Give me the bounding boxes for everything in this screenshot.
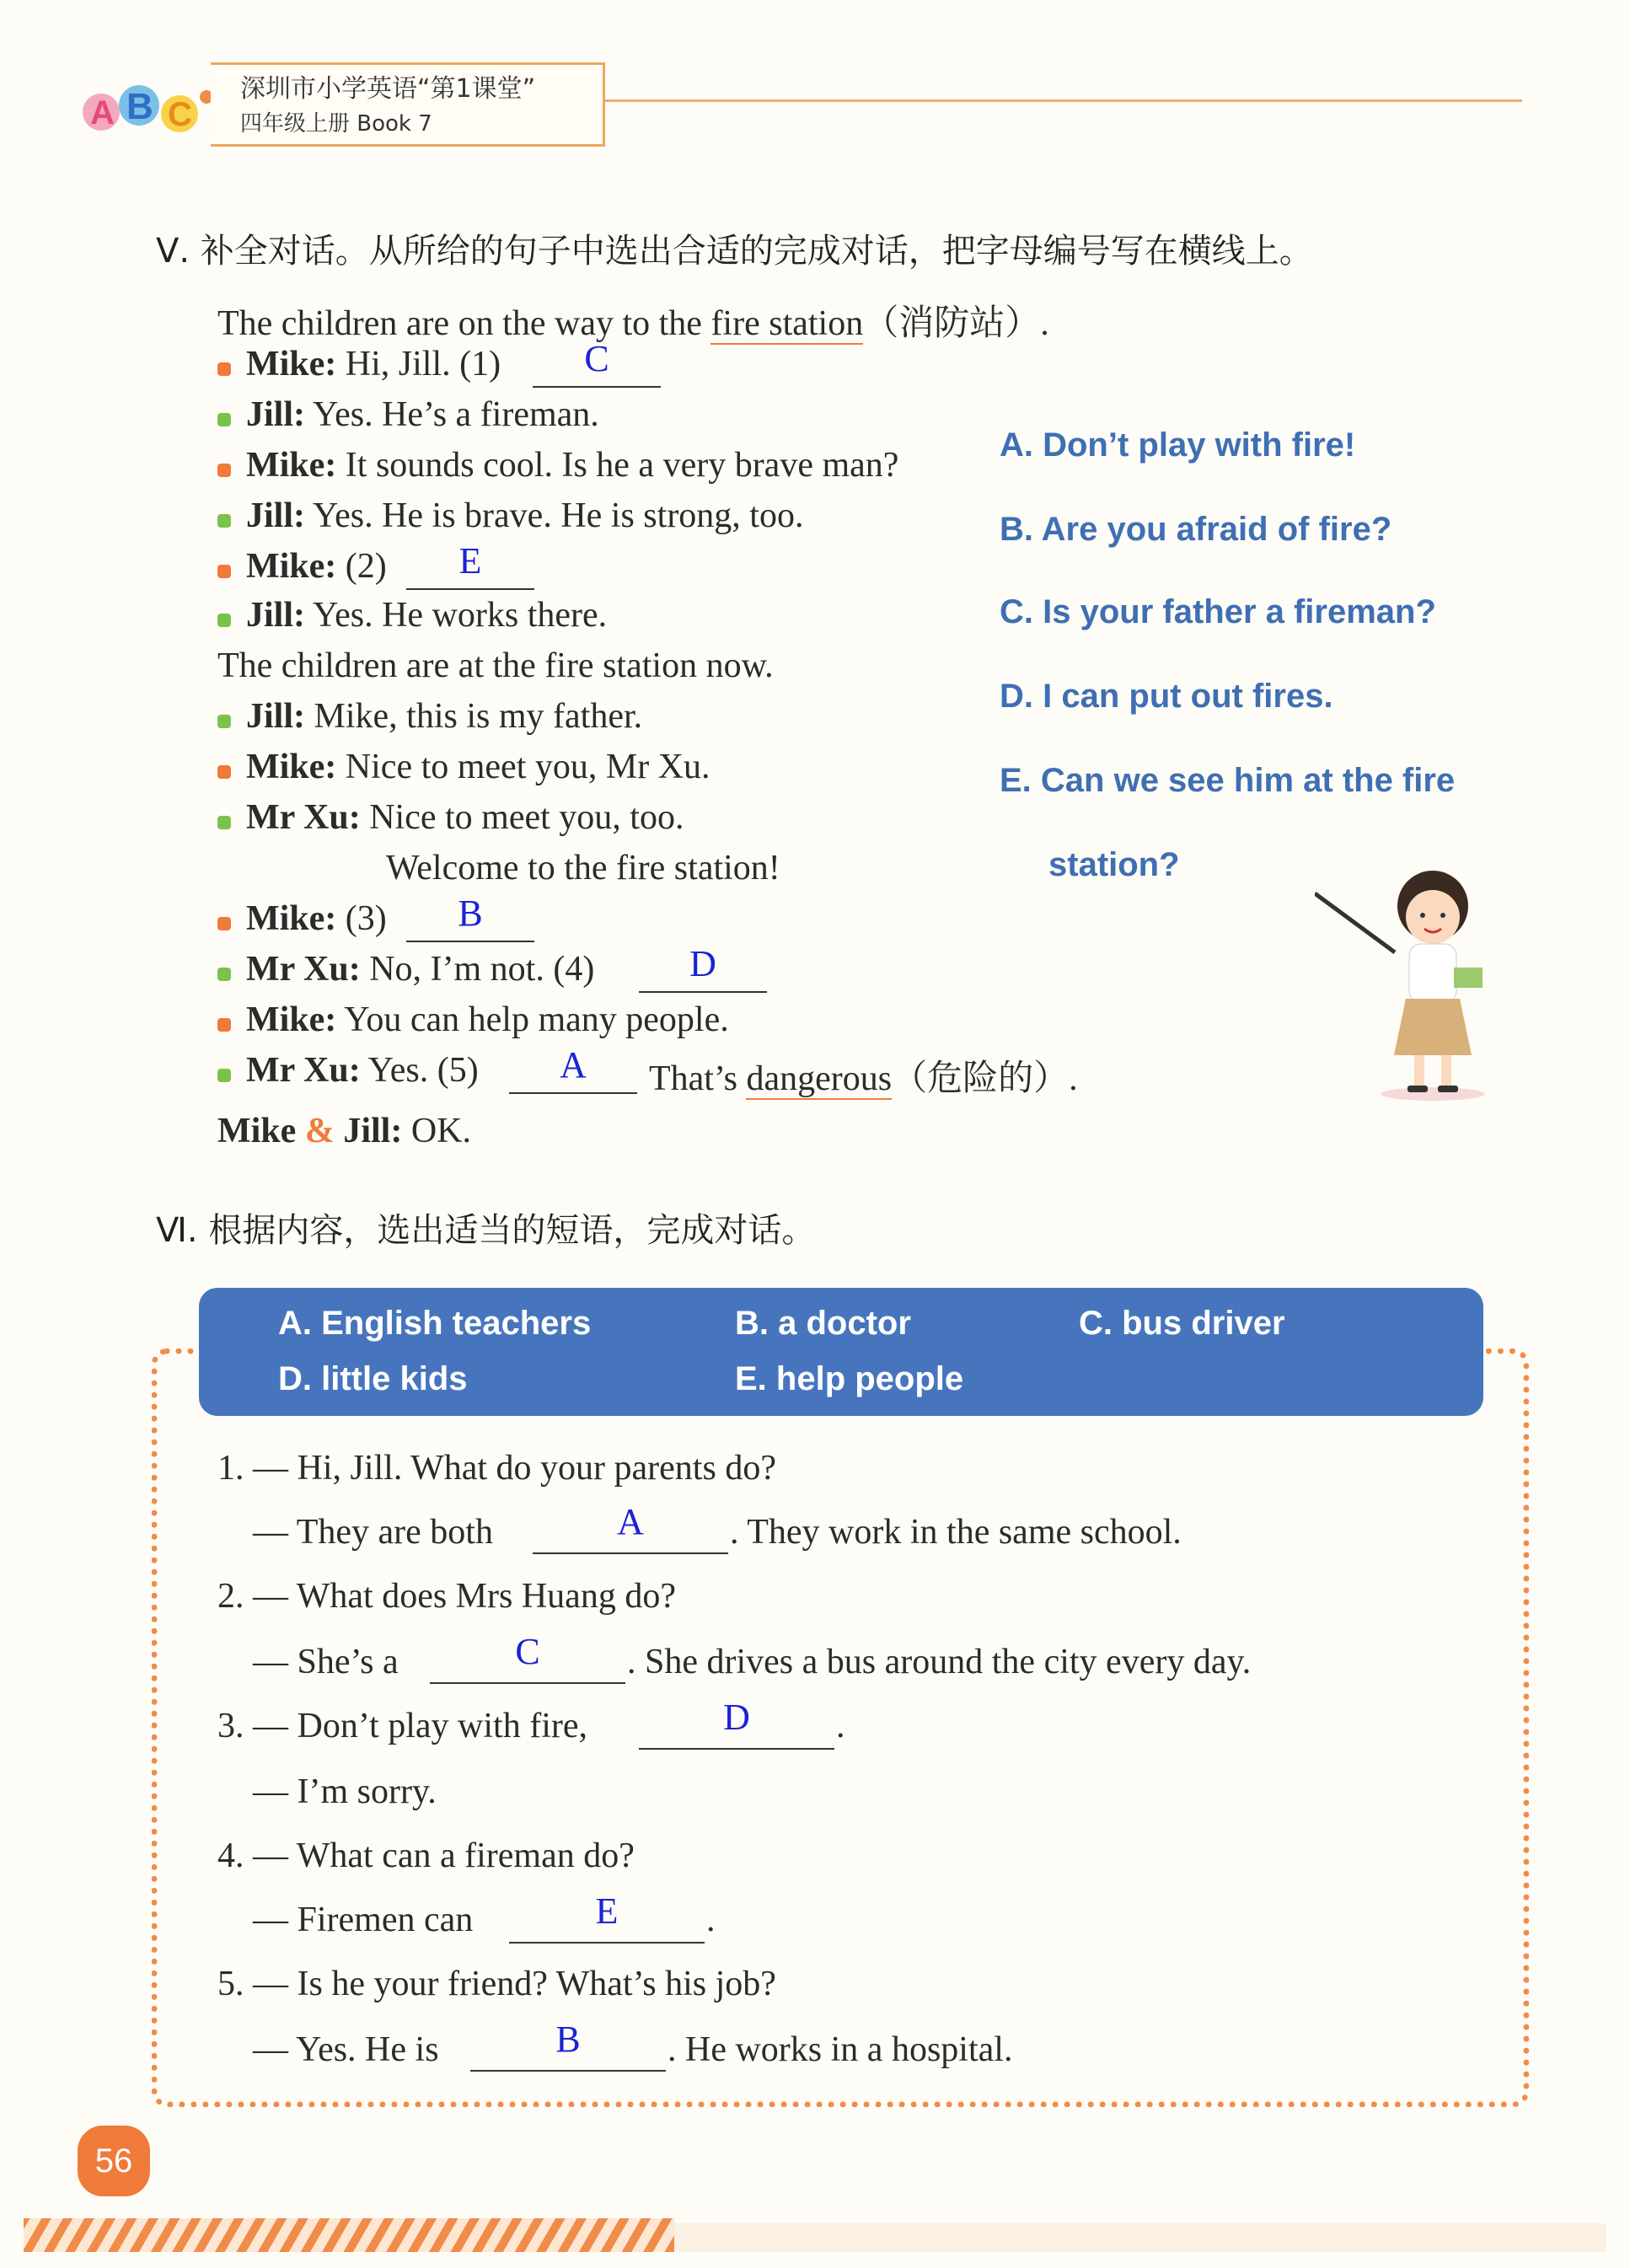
dialogue-text: Yes. (5) bbox=[367, 1051, 479, 1090]
page-number: 56 bbox=[78, 2126, 150, 2196]
speaker: Mike: bbox=[246, 899, 337, 938]
dialogue-text: Nice to meet you, Mr Xu. bbox=[345, 748, 710, 786]
dialogue-line bbox=[246, 344, 501, 384]
abc-logo bbox=[80, 72, 232, 147]
intro-term: fire station bbox=[710, 304, 864, 343]
dialogue-continuation: Welcome to the fire station! bbox=[386, 849, 780, 887]
answer-text: A bbox=[560, 1044, 587, 1086]
header-subtitle: 四年级上册 Book 7 bbox=[240, 111, 432, 137]
question: 4. — What can a fireman do? bbox=[217, 1836, 635, 1875]
answer-line-start: — Yes. He is bbox=[253, 2030, 439, 2069]
question-end: . bbox=[836, 1707, 845, 1745]
bullet-green-icon bbox=[217, 715, 231, 728]
answer-text: D bbox=[689, 943, 716, 984]
speaker: Jill: bbox=[246, 596, 305, 635]
panel-option-a: A. English teachers bbox=[278, 1305, 592, 1342]
bullet-green-icon bbox=[217, 413, 231, 426]
question: 5. — Is he your friend? What’s his job? bbox=[217, 1965, 776, 2003]
dialogue-text: (2) bbox=[345, 547, 387, 586]
speaker: Mr Xu: bbox=[246, 950, 361, 989]
speaker: Mike: bbox=[246, 748, 337, 786]
term-gloss: （危险的）. bbox=[892, 1059, 1078, 1098]
dialogue-text: Nice to meet you, too. bbox=[369, 798, 684, 837]
answer-line-end: . She drives a bus around the city every day. bbox=[627, 1643, 1252, 1681]
answer-line-start: — I’m sorry. bbox=[253, 1772, 437, 1811]
speaker: Jill: bbox=[246, 697, 305, 736]
dialogue-text: No, I’m not. (4) bbox=[369, 950, 595, 989]
dialogue-line-end bbox=[649, 1050, 1078, 1101]
question: 3. — Don’t play with fire, bbox=[217, 1707, 587, 1745]
dialogue-line bbox=[246, 546, 387, 587]
answer-line-end: . They work in the same school. bbox=[730, 1513, 1182, 1552]
answer-text: D bbox=[723, 1697, 750, 1738]
dialogue-line bbox=[246, 696, 642, 737]
speaker: Mike bbox=[217, 1112, 297, 1150]
answer-line-start: — They are both bbox=[253, 1513, 493, 1552]
dialogue-text: (3) bbox=[345, 899, 387, 938]
answer-line-end: . He works in a hospital. bbox=[668, 2030, 1013, 2069]
speaker: Mike: bbox=[246, 446, 337, 485]
bullet-green-icon bbox=[217, 968, 231, 981]
panel-option-d: D. little kids bbox=[278, 1360, 468, 1397]
section-5-heading: Ⅴ. 补全对话。从所给的句子中选出合适的完成对话，把字母编号写在横线上。 bbox=[156, 232, 1313, 271]
header-divider bbox=[605, 99, 1522, 102]
dialogue-line bbox=[246, 1000, 729, 1040]
option-e-continued: station? bbox=[1048, 846, 1180, 883]
answer-text: B bbox=[458, 893, 483, 934]
answer-text: E bbox=[595, 1890, 619, 1932]
dialogue-line bbox=[246, 496, 803, 536]
bullet-green-icon bbox=[217, 614, 231, 627]
footer-bar bbox=[674, 2223, 1606, 2252]
speaker: Mike: bbox=[246, 547, 337, 586]
intro-text: The children are on the way to the bbox=[217, 304, 711, 343]
dialogue-term: dangerous bbox=[746, 1059, 893, 1098]
narration: The children are at the fire station now. bbox=[217, 646, 774, 685]
options-panel bbox=[199, 1288, 1483, 1416]
question: 2. — What does Mrs Huang do? bbox=[217, 1577, 676, 1616]
dialogue-text: Yes. He’s a fireman. bbox=[312, 395, 599, 434]
bullet-orange-icon bbox=[217, 765, 231, 779]
speaker: Jill: bbox=[246, 496, 305, 535]
dialogue-line bbox=[246, 747, 710, 787]
dialogue-line bbox=[246, 445, 898, 485]
bullet-orange-icon bbox=[217, 565, 231, 578]
speaker: Mike: bbox=[246, 1000, 337, 1039]
dialogue-text: Hi, Jill. (1) bbox=[345, 345, 501, 383]
dialogue-text: That’s bbox=[649, 1059, 747, 1098]
answer-text: A bbox=[617, 1501, 644, 1542]
answer-line-start: — Firemen can bbox=[253, 1901, 474, 1939]
dialogue-line bbox=[246, 394, 599, 435]
speaker: Jill: bbox=[246, 395, 305, 434]
intro-gloss: （消防站）. bbox=[863, 304, 1049, 343]
speaker: Mr Xu: bbox=[246, 798, 361, 837]
footer-stripe bbox=[24, 2218, 674, 2252]
answer-line-end: . bbox=[706, 1901, 716, 1939]
bullet-orange-icon bbox=[217, 917, 231, 930]
header-title: 深圳市小学英语“第1课堂” bbox=[240, 74, 536, 104]
answer-text: C bbox=[584, 338, 609, 379]
dialogue-text: You can help many people. bbox=[344, 1000, 729, 1039]
dialogue-text: OK. bbox=[410, 1112, 471, 1150]
bullet-green-icon bbox=[217, 816, 231, 829]
option-c: C. Is your father a fireman? bbox=[1000, 593, 1436, 630]
bullet-orange-icon bbox=[217, 464, 231, 477]
answer-line-start: — She’s a bbox=[253, 1643, 399, 1681]
ampersand: & bbox=[304, 1112, 335, 1150]
dialogue-line bbox=[246, 595, 607, 635]
dialogue-line bbox=[246, 1050, 479, 1091]
speaker: Mike: bbox=[246, 345, 337, 383]
option-e: E. Can we see him at the fire bbox=[1000, 762, 1456, 799]
svg-text:C: C bbox=[168, 96, 192, 133]
bullet-green-icon bbox=[217, 1069, 231, 1082]
panel-option-e: E. help people bbox=[735, 1360, 964, 1397]
question: 1. — Hi, Jill. What do your parents do? bbox=[217, 1449, 776, 1488]
svg-text:A: A bbox=[90, 94, 115, 131]
speaker: Mr Xu: bbox=[246, 1051, 361, 1090]
answer-text: C bbox=[515, 1631, 540, 1672]
teacher-illustration bbox=[1315, 860, 1509, 1104]
bullet-orange-icon bbox=[217, 1018, 231, 1032]
speaker: Jill: bbox=[343, 1112, 403, 1150]
bullet-orange-icon bbox=[217, 362, 231, 376]
dialogue-text: It sounds cool. Is he a very brave man? bbox=[345, 446, 899, 485]
option-b: B. Are you afraid of fire? bbox=[1000, 511, 1392, 548]
answer-text: E bbox=[458, 540, 482, 582]
dialogue-line bbox=[246, 797, 684, 838]
svg-text:B: B bbox=[126, 86, 153, 127]
option-a: A. Don’t play with fire! bbox=[1000, 426, 1356, 464]
closing-line bbox=[217, 1111, 471, 1151]
panel-option-c: C. bus driver bbox=[1079, 1305, 1285, 1342]
dialogue-text: Yes. He works there. bbox=[312, 596, 608, 635]
dialogue-text: Mike, this is my father. bbox=[314, 697, 643, 736]
panel-option-b: B. a doctor bbox=[735, 1305, 911, 1342]
dialogue-line bbox=[246, 898, 387, 939]
answer-text: B bbox=[555, 2019, 581, 2060]
bullet-green-icon bbox=[217, 514, 231, 528]
option-d: D. I can put out fires. bbox=[1000, 678, 1333, 715]
dialogue-text: Yes. He is brave. He is strong, too. bbox=[312, 496, 804, 535]
dialogue-line bbox=[246, 949, 594, 989]
section-6-heading: Ⅵ. 根据内容，选出适当的短语，完成对话。 bbox=[156, 1211, 816, 1250]
